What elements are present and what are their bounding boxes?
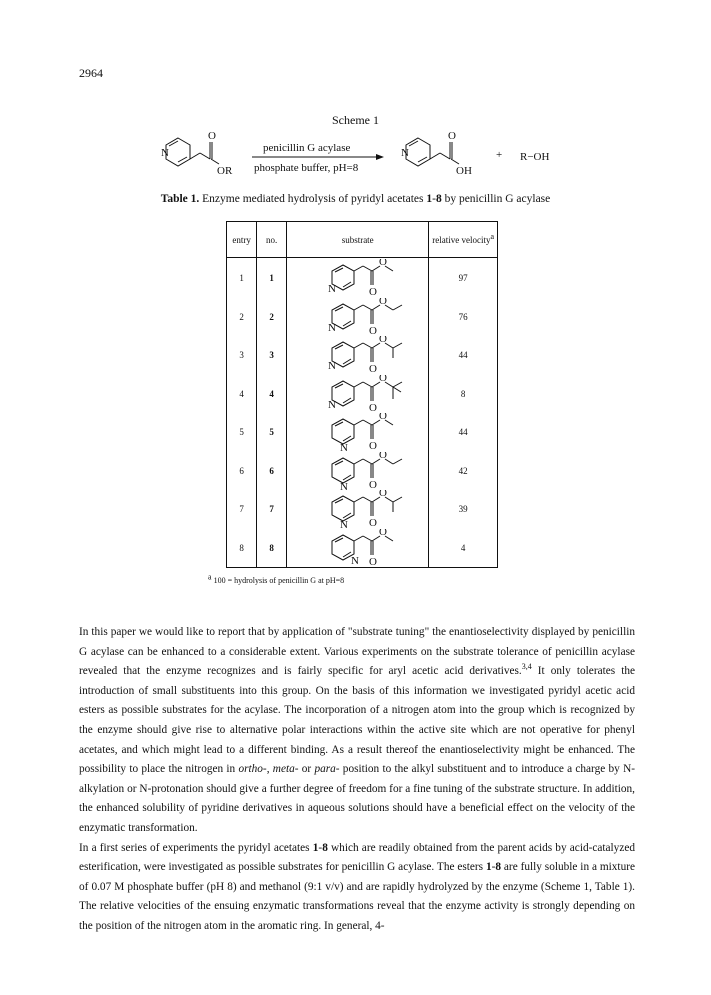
cell-entry: 3 (227, 336, 257, 375)
cell-no: 2 (257, 298, 287, 337)
substrate-n-label: N (328, 282, 337, 295)
cell-no: 5 (257, 413, 287, 452)
caption-range-end: 8 (435, 193, 442, 205)
header-no: no. (257, 222, 287, 258)
cell-entry: 2 (227, 298, 257, 337)
cell-velocity: 76 (429, 298, 498, 337)
substrate-structure-6 (327, 452, 417, 490)
table-row (227, 490, 498, 529)
page-number: 2964 (79, 66, 103, 80)
table-row (227, 298, 498, 337)
table-row (227, 375, 498, 414)
cell-substrate (287, 452, 429, 491)
substrate-n-label: N (340, 480, 349, 490)
caption-range-start: 1 (426, 193, 433, 205)
reactant-structure (166, 138, 219, 166)
substrate-n-label: N (328, 321, 337, 334)
footnote-marker: a (208, 572, 212, 582)
substrate-carbonyl-o-label: O (369, 363, 378, 375)
cell-entry: 4 (227, 375, 257, 414)
cell-entry: 6 (227, 452, 257, 491)
table-header-row (227, 222, 498, 258)
cell-velocity: 8 (429, 375, 498, 414)
substrate-ester-o-label: O (379, 297, 388, 307)
cell-no: 8 (257, 529, 287, 568)
substrate-ester-o-label: O (379, 528, 388, 538)
table-row (227, 529, 498, 568)
cell-no: 4 (257, 375, 287, 414)
reagent-below: phosphate buffer, pH=8 (254, 162, 359, 174)
body-text (79, 623, 635, 937)
substrate-structure-3 (327, 336, 417, 374)
substrate-structure-5 (327, 413, 417, 451)
paragraph-1: In this paper we would like to report that by application of "substrate tuning" the enantioselectivity displayed by penicillin G acylase can be enhanced to a considerable extent. Various experiments on the substrate tolerance of penicillin acylase revealed that the enzyme recognizes and is fairly specific for aryl acetic acid derivatives.$^{3,4}$ It only tolerates the introduction of small substituents into this group. On the basis of this information we investigated pyridyl acetic acid esters as possible substrates for the acylase. The incorporation of a nitrogen atom into the group which is recognized by the enzyme should give rise to alternative polar interactions within the active site which are not operative for phenyl acetates, and which might lead to a different binding. As a result thereof the enantioselectivity might be enhanced. The possibility to place the nitrogen in ortho-, meta- or para- position to the alkyl substituent and to introduce a charge by N-alkylation or N-protonation should give a further degree of freedom for a fine tuning of the substrate structure. In addition, the enhanced solubility of pyridine derivatives in aqueous solutions should have a beneficial effect on the velocity of the enzymatic transformation. (79, 626, 635, 834)
product-structure (406, 138, 459, 166)
substrate-structure-7 (327, 490, 417, 528)
table-footnote (208, 572, 345, 585)
paragraph-2: In a first series of experiments the pyridyl acetates 1-8 which are readily obtained from the parent acids by acid-catalyzed esterification, were investigated as possible substrates for penicillin G acylase. The esters 1-8 are fully soluble in a mixture of 0.07 M phosphate buffer (pH 8) and methanol (9:1 v/v) and are rapidly hydrolyzed by the enzyme (Scheme 1, Table 1). The relative velocities of the ensuing enzymatic transformations reveal that the enzyme activity is strongly depending on the position of the nitrogen atom in the aromatic ring. In general, 4- (79, 841, 636, 932)
caption-range-dash: - (432, 193, 436, 205)
cell-entry: 7 (227, 490, 257, 529)
substrate-ester-o-label: O (379, 258, 388, 268)
substrate-structure-8 (327, 529, 417, 567)
substrate-ester-o-label: O (379, 336, 388, 346)
substrate-ester-o-label: O (379, 490, 388, 500)
substrate-structure-1 (327, 259, 417, 297)
hydrolysis-table (226, 221, 498, 568)
reagent-above: penicillin G acylase (263, 142, 351, 154)
substrate-ester-o-label: O (379, 374, 388, 384)
table-row (227, 413, 498, 452)
cell-entry: 8 (227, 529, 257, 568)
reference-3-4: 3,4 (521, 662, 532, 672)
caption-tail: by penicillin G acylase (441, 193, 551, 205)
cell-velocity: 42 (429, 452, 498, 491)
byproduct-label: R−OH (520, 151, 550, 163)
substrate-ester-o-label: O (379, 451, 388, 461)
cell-velocity: 39 (429, 490, 498, 529)
substrate-structure-2 (327, 298, 417, 336)
reactant-o-label: O (208, 130, 216, 142)
cell-no: 3 (257, 336, 287, 375)
substrate-carbonyl-o-label: O (369, 401, 378, 413)
header-substrate: substrate (287, 222, 429, 258)
cell-velocity: 44 (429, 336, 498, 375)
header-entry: entry (227, 222, 257, 258)
cell-no: 7 (257, 490, 287, 529)
substrate-carbonyl-o-label: O (369, 285, 378, 297)
substrate-n-label: N (328, 398, 337, 411)
substrate-carbonyl-o-label: O (369, 440, 378, 452)
cell-entry: 1 (227, 258, 257, 298)
caption-label: Table 1. (160, 193, 200, 205)
reactant-or-label: OR (217, 165, 233, 177)
cell-substrate (287, 258, 429, 298)
cell-velocity: 44 (429, 413, 498, 452)
product-oh-label: OH (456, 165, 472, 177)
scheme-title: Scheme 1 (332, 113, 379, 127)
table-row (227, 258, 498, 298)
plus-sign: + (496, 149, 503, 161)
table-caption (0, 193, 711, 205)
substrate-n-label: N (351, 554, 360, 567)
header-velocity: relative velocity$^a$ (429, 222, 498, 258)
substrate-n-label: N (328, 360, 337, 373)
substrate-carbonyl-o-label: O (369, 478, 378, 490)
cell-substrate (287, 375, 429, 414)
substrate-structure-4 (327, 375, 417, 413)
cell-substrate (287, 298, 429, 337)
reaction-arrowhead (376, 154, 384, 160)
substrate-carbonyl-o-label: O (369, 555, 378, 567)
substrate-n-label: N (340, 442, 349, 452)
table-row (227, 452, 498, 491)
cell-velocity: 97 (429, 258, 498, 298)
table-row (227, 336, 498, 375)
product-n-label: N (401, 147, 409, 159)
cell-substrate (287, 490, 429, 529)
reaction-scheme (150, 126, 590, 182)
reactant-n-label: N (161, 147, 169, 159)
cell-entry: 5 (227, 413, 257, 452)
substrate-n-label: N (340, 519, 349, 529)
cell-velocity: 4 (429, 529, 498, 568)
substrate-ester-o-label: O (379, 413, 388, 423)
cell-no: 6 (257, 452, 287, 491)
product-o-label: O (448, 130, 456, 142)
caption-text: Enzyme mediated hydrolysis of pyridyl acetates (199, 193, 427, 205)
cell-substrate (287, 336, 429, 375)
substrate-carbonyl-o-label: O (369, 324, 378, 336)
footnote-text: 100 = hydrolysis of penicillin G at pH=8 (211, 576, 345, 585)
cell-no: 1 (257, 258, 287, 298)
substrate-carbonyl-o-label: O (369, 517, 378, 529)
cell-substrate (287, 413, 429, 452)
cell-substrate (287, 529, 429, 568)
